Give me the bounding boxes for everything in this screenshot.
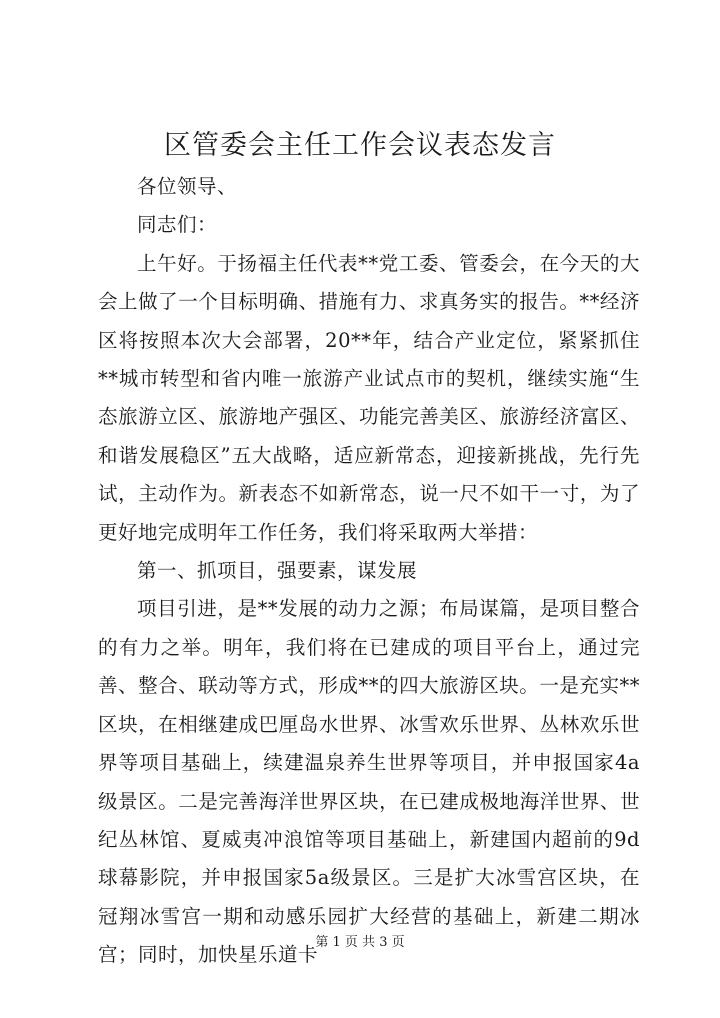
salutation-comrades: 同志们： xyxy=(137,213,218,237)
salutation-leaders: 各位领导、 xyxy=(137,175,238,198)
paragraph-projects: 项目引进，是**发展的动力之源；布局谋篇，是项目整合的有力之举。明年，我们将在已建成的项目平台上，通过完善、整合、联动等方式，形成**的四大旅游区块。一是充实**区块，在相继建成巴厘岛水世界、冰雪欢乐世界、丛林欢乐世界等项目基础上，续建温泉养生世界等项目，并申报国家4a级景区。二是完善海洋世界区块，在已建成极地海洋世界、世纪丛林馆、夏威夷冲浪馆等项目基础上，新建国内超前的9d球幕影院，并申报国家5a级景区。三是扩大冰雪宫区块，在冠翔冰雪宫一期和动感乐园扩大经营的基础上，新建二期冰宫；同时，加快星乐道卡 xyxy=(98,597,640,967)
document-body xyxy=(98,168,640,975)
paragraph-opening: 上午好。于扬福主任代表**党工委、管委会，在今天的大会上做了一个目标明确、措施有力、求真务实的报告。**经济区将按照本次大会部署，20**年，结合产业定位，紧紧抓住**城市转型和省内唯一旅游产业试点市的契机，继续实施“生态旅游立区、旅游地产强区、功能完善美区、旅游经济富区、和谐发展稳区”五大战略，适应新常态，迎接新挑战，先行先试，主动作为。新表态不如新常态，说一尺不如干一寸，为了更好地完成明年工作任务，我们将采取两大举措： xyxy=(98,251,640,544)
section-heading-one: 第一、抓项目，强要素，谋发展 xyxy=(137,559,418,583)
page-footer: 第 1 页 共 3 页 xyxy=(315,935,405,950)
document-title: 区管委会主任工作会议表态发言 xyxy=(164,130,556,161)
